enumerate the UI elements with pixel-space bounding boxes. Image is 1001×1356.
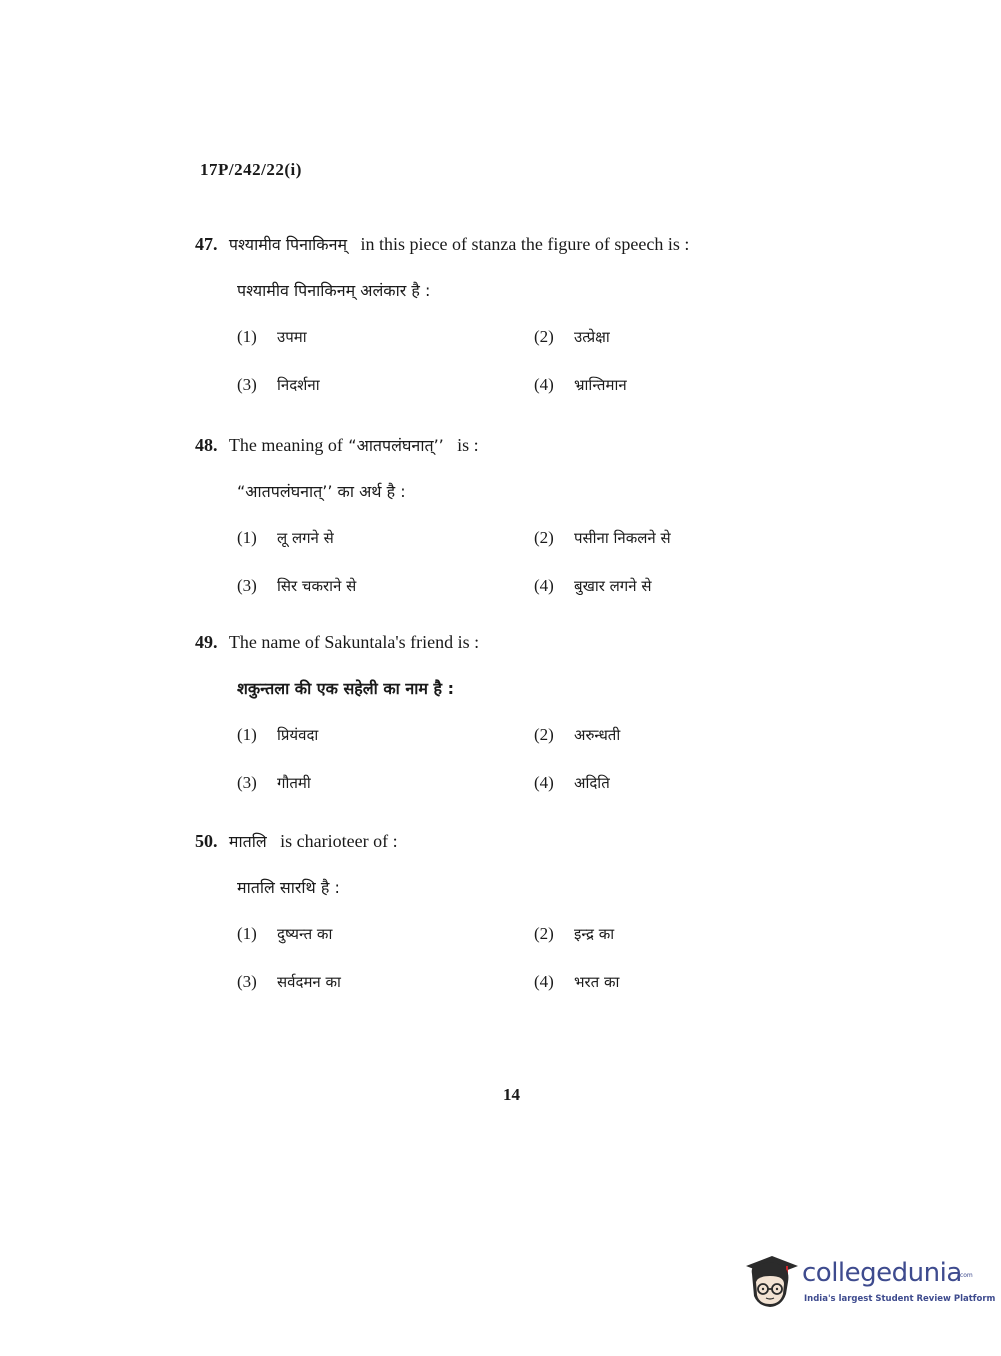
question-stem [195,829,815,854]
option-4 [534,970,794,994]
option-4 [534,373,794,397]
option-number: (4) [534,773,554,792]
option-3 [237,771,534,795]
question-sanskrit-phrase: मातलि [228,832,267,851]
student-mascot-icon [742,1252,800,1310]
option-text: दुष्यन्त का [277,925,333,943]
question-stem [195,232,815,257]
question-stem [195,630,815,655]
option-1 [237,526,534,550]
option-number: (4) [534,375,554,394]
option-text: भरत का [574,973,620,991]
option-text: सर्वदमन का [277,973,341,991]
question-english-text: The name of Sakuntala's friend is : [228,632,480,652]
paper-code: 17P/242/22(i) [200,160,302,179]
question-hindi-text: शकुन्तला की एक सहेली का नाम है : [237,679,454,698]
option-text: उत्प्रेक्षा [574,328,610,346]
option-text: इन्द्र का [574,925,615,943]
option-text: निदर्शना [277,376,320,394]
option-4 [534,771,794,795]
option-text: गौतमी [277,774,311,792]
option-text: बुखार लगने से [574,577,652,595]
question-english-text: in this piece of stanza the figure of speech is : [360,234,690,254]
question-50 [195,829,815,994]
options-grid [237,325,815,397]
options-grid [237,723,815,795]
question-english-suffix: is : [457,435,479,455]
option-text: अरुन्धती [574,726,621,744]
option-number: (3) [237,773,257,792]
option-text: लू लगने से [277,529,334,547]
option-2 [534,723,794,747]
option-number: (2) [534,327,554,346]
question-48 [195,433,815,598]
question-sanskrit-phrase: पश्यामीव पिनाकिनम् [228,235,348,254]
question-49 [195,630,815,795]
question-number: 47. [195,234,218,254]
options-grid [237,526,815,598]
option-3 [237,574,534,598]
option-number: (1) [237,327,257,346]
option-number: (2) [534,528,554,547]
option-1 [237,723,534,747]
option-text: पसीना निकलने से [574,529,671,547]
logo-tagline: India's largest Student Review Platform [804,1294,996,1304]
question-number: 48. [195,435,218,455]
question-47 [195,232,815,397]
collegedunia-logo[interactable] [742,1250,996,1312]
logo-wordmark: collegedunia [802,1258,962,1288]
page-number: 14 [503,1085,520,1104]
option-text: अदिति [574,774,610,792]
option-2 [534,922,794,946]
option-number: (2) [534,924,554,943]
option-number: (3) [237,576,257,595]
question-english-text: The meaning of [228,435,343,455]
option-number: (1) [237,528,257,547]
option-number: (2) [534,725,554,744]
question-english-text: is charioteer of : [280,831,398,851]
question-sanskrit-phrase: “आतपलंघनात्’’ [348,436,444,455]
option-number: (4) [534,972,554,991]
option-number: (1) [237,725,257,744]
option-3 [237,373,534,397]
question-hindi-text: “आतपलंघनात्’’ का अर्थ है : [237,482,406,501]
question-number: 49. [195,632,218,652]
options-grid [237,922,815,994]
question-stem [195,433,815,458]
question-hindi-text: पश्यामीव पिनाकिनम् अलंकार है : [237,281,431,300]
option-1 [237,922,534,946]
option-number: (4) [534,576,554,595]
option-text: उपमा [277,328,307,346]
option-text: सिर चकराने से [277,577,357,595]
option-2 [534,526,794,550]
option-1 [237,325,534,349]
option-2 [534,325,794,349]
option-text: भ्रान्तिमान [574,376,627,394]
question-hindi-text: मातलि सारथि है : [237,878,340,897]
option-3 [237,970,534,994]
logo-domain-suffix: .com [958,1272,973,1279]
question-number: 50. [195,831,218,851]
option-number: (3) [237,972,257,991]
option-number: (3) [237,375,257,394]
option-text: प्रियंवदा [277,726,319,744]
option-number: (1) [237,924,257,943]
option-4 [534,574,794,598]
